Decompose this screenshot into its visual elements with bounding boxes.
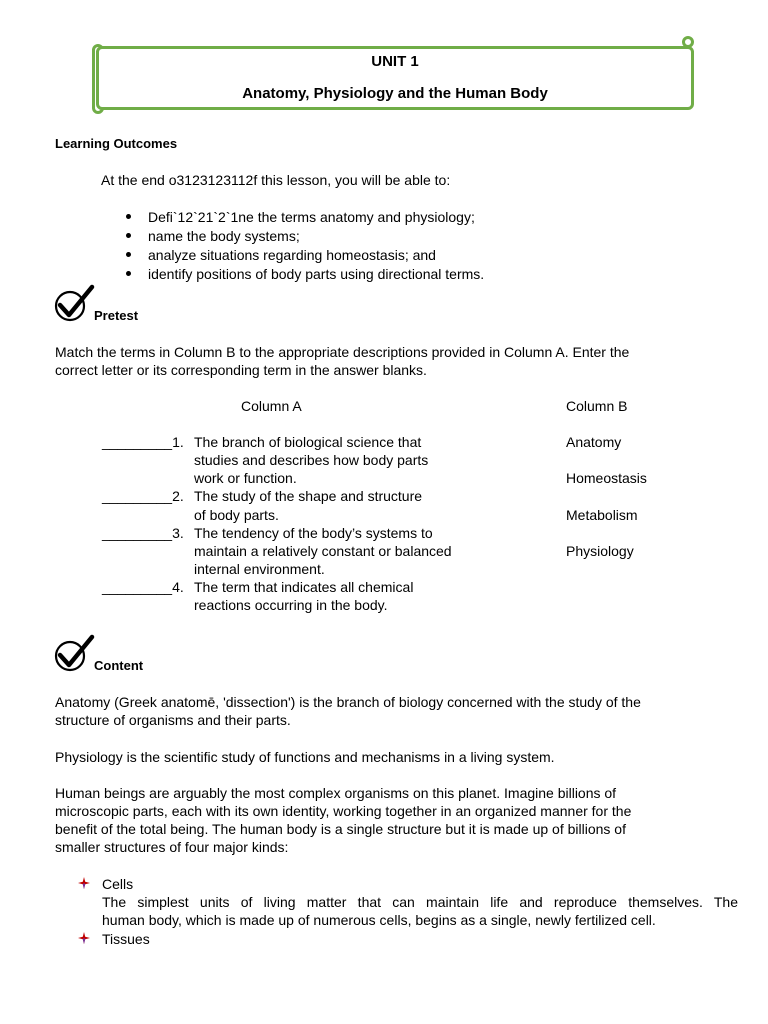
answer-blank[interactable]: _________2. bbox=[102, 488, 184, 504]
question-text: studies and describes how body parts bbox=[194, 452, 429, 468]
content-paragraph-line: Physiology is the scientific study of functions and mechanisms in a living system. bbox=[55, 749, 555, 765]
answer-blank[interactable]: _________3. bbox=[102, 525, 184, 541]
content-paragraph-line: benefit of the total being. The human body is a single structure but it is made up of billions of bbox=[55, 821, 626, 837]
four-point-star-bullet-icon bbox=[78, 932, 90, 944]
bullet-dot bbox=[126, 214, 131, 219]
answer-blank[interactable]: _________4. bbox=[102, 579, 184, 595]
question-text: internal environment. bbox=[194, 561, 325, 577]
column-b-header: Column B bbox=[566, 398, 628, 414]
column-b-term: Homeostasis bbox=[566, 470, 647, 486]
question-text: The term that indicates all chemical bbox=[194, 579, 414, 595]
four-point-star-bullet-icon bbox=[78, 877, 90, 889]
content-paragraph-line: structure of organisms and their parts. bbox=[55, 712, 291, 728]
kind-name: Tissues bbox=[102, 931, 150, 947]
question-text: The study of the shape and structure bbox=[194, 488, 423, 504]
content-paragraph-line: smaller structures of four major kinds: bbox=[55, 839, 289, 855]
banner-scroll-right-curl bbox=[682, 36, 694, 48]
pretest-heading: Pretest bbox=[94, 308, 139, 323]
outcome-item: analyze situations regarding homeostasis; and bbox=[148, 247, 436, 263]
bullet-dot bbox=[126, 233, 131, 238]
pretest-instructions-line: Match the terms in Column B to the appropriate descriptions provided in Column A. Enter the bbox=[55, 344, 630, 360]
question-text: work or function. bbox=[194, 470, 297, 486]
column-b-term: Metabolism bbox=[566, 507, 638, 523]
kind-description-line: human body, which is made up of numerous cells, begins as a single, newly fertilized cell. bbox=[102, 912, 656, 928]
question-text: reactions occurring in the body. bbox=[194, 597, 388, 613]
learning-outcomes-intro: At the end o3123123112f this lesson, you will be able to: bbox=[101, 172, 451, 188]
question-text: of body parts. bbox=[194, 507, 279, 523]
unit-title: Anatomy, Physiology and the Human Body bbox=[242, 85, 548, 102]
pretest-instructions-line: correct letter or its corresponding term in the answer blanks. bbox=[55, 362, 427, 378]
answer-blank[interactable]: _________1. bbox=[102, 434, 184, 450]
content-paragraph-line: microscopic parts, each with its own identity, working together in an organized manner for the bbox=[55, 803, 632, 819]
check-mark-icon bbox=[54, 284, 96, 324]
column-b-term: Physiology bbox=[566, 543, 634, 559]
check-mark-icon bbox=[54, 634, 96, 674]
content-paragraph-line: Anatomy (Greek anatomē, 'dissection') is the branch of biology concerned with the study of the bbox=[55, 694, 641, 710]
outcome-item: identify positions of body parts using directional terms. bbox=[148, 266, 485, 282]
content-paragraph-line: Human beings are arguably the most complex organisms on this planet. Imagine billions of bbox=[55, 785, 617, 801]
learning-outcomes-heading: Learning Outcomes bbox=[55, 136, 178, 151]
question-text: The branch of biological science that bbox=[194, 434, 422, 450]
question-text: maintain a relatively constant or balanced bbox=[194, 543, 452, 559]
kind-description-line: The simplest units of living matter that can maintain life and reproduce themselves. The bbox=[102, 894, 738, 910]
column-b-term: Anatomy bbox=[566, 434, 622, 450]
bullet-dot bbox=[126, 252, 131, 257]
unit-number: UNIT 1 bbox=[371, 53, 419, 70]
content-heading: Content bbox=[94, 658, 144, 673]
outcome-item: Defi`12`21`2`1ne the terms anatomy and physiology; bbox=[148, 209, 475, 225]
column-a-header: Column A bbox=[241, 398, 302, 414]
question-text: The tendency of the body’s systems to bbox=[194, 525, 433, 541]
outcome-item: name the body systems; bbox=[148, 228, 300, 244]
kind-name: Cells bbox=[102, 876, 134, 892]
bullet-dot bbox=[126, 271, 131, 276]
